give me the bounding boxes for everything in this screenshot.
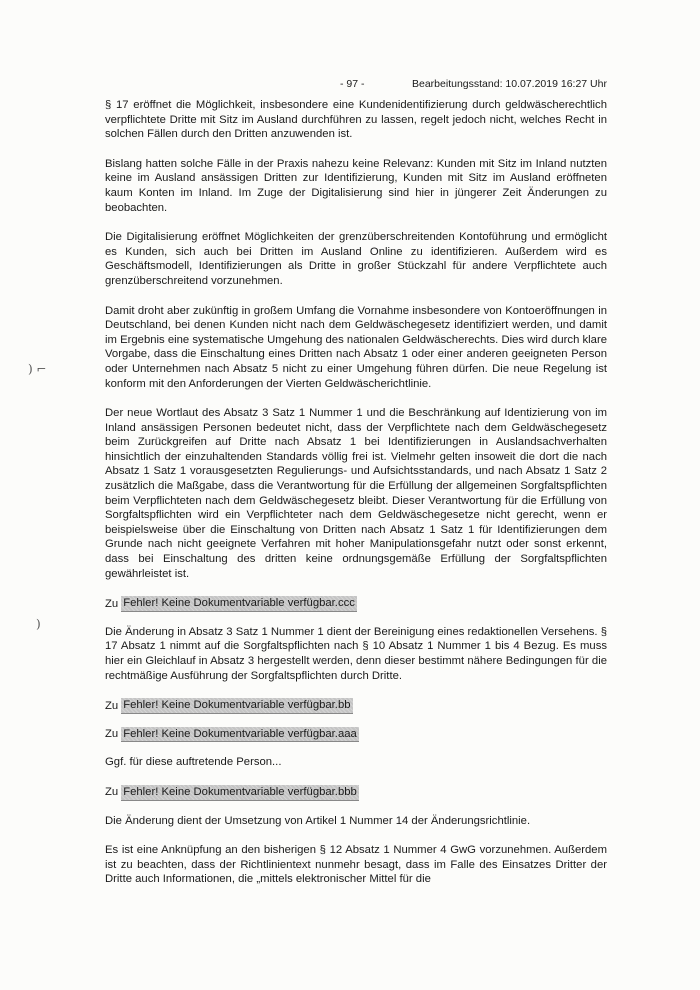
margin-mark-icon: ): [36, 617, 41, 631]
paragraph: Der neue Wortlaut des Absatz 3 Satz 1 Nummer 1 und die Beschränkung auf Identizierung von im Inland ansässigen Personen bedeutet nicht, dass der Verpflichtete nach dem Geldwäschegesetz beim Zurückgreifen auf Dritte nach Absatz 1 bei Identifizierungen in Auslandsachverhalten hinsichtlich der einzuhaltenden Standards völlig frei ist. Vielmehr gelten insoweit die dort die nach Absatz 1 Satz 1 vorausgesetzten Regulierungs- und Aufsichtsstandards, und nach Absatz 1 Satz 2 zusätzlich die Maßgabe, dass die Verantwortung für die Erfüllung der allgemeinen Sorgfaltspflichten beim Verpflichteten nach dem Geldwäschegesetz bleibt. Dieser Verantwortung für die Erfüllung von Sorgfaltspflichten wird ein Verpflichteter nach dem Geldwäschegesetze nicht gerecht, wenn er beispielsweise über die Einschaltung von Dritten nach Absatz 1 Satz 1 für Identifizierungen dem Grunde nach nicht geeignete Verfahren mit hoher Manipulationsgefahr nutzt oder sonst erkennt, dass bei Einschaltung des dritten keine ordnungsgemäße Erfüllung der Sorgfaltspflichten gewährleistet ist.: [105, 407, 607, 580]
heading-prefix: Zu: [105, 699, 119, 712]
paragraph: Ggf. für diese auftretende Person...: [105, 756, 282, 769]
heading-prefix: Zu: [105, 597, 119, 610]
document-variable-field[interactable]: Fehler! Keine Dokumentvariable verfügbar.bb: [121, 698, 352, 714]
heading-prefix: Zu: [105, 786, 119, 799]
paragraph: § 17 eröffnet die Möglichkeit, insbesondere eine Kundenidentifizierung durch geldwäscherechtlich verpflichtete Dritte mit Sitz im Ausland durchführen zu lassen, regelt jedoch nicht, welches Recht in solchen Fällen durch den Dritten anzuwenden ist.: [105, 99, 607, 141]
page-number: - 97 -: [340, 78, 365, 90]
section-heading: [105, 785, 607, 801]
heading-prefix: Zu: [105, 728, 119, 741]
edit-status: Bearbeitungsstand: 10.07.2019 16:27 Uhr: [412, 78, 607, 90]
section-heading: [105, 698, 607, 714]
document-variable-field[interactable]: Fehler! Keine Dokumentvariable verfügbar.aaa: [121, 727, 359, 743]
document-variable-field[interactable]: Fehler! Keine Dokumentvariable verfügbar.ccc: [121, 596, 357, 612]
paragraph: Die Änderung dient der Umsetzung von Artikel 1 Nummer 14 der Änderungsrichtlinie.: [105, 814, 531, 827]
paragraph: Die Digitalisierung eröffnet Möglichkeiten der grenzüberschreitenden Kontoführung und ermöglicht es Kunden, sich auch bei Dritten im Ausland Online zu identifizieren. Außerdem wird es Geschäftsmodell, Identifizierungen als Dritte in großer Stückzahl für andere Verpflichtete auch grenzüberschreitend vorzunehmen.: [105, 231, 607, 287]
section-heading: [105, 727, 607, 743]
section-heading: [105, 596, 607, 612]
paragraph: Die Änderung in Absatz 3 Satz 1 Nummer 1 dient der Bereinigung eines redaktionellen Versehens. § 17 Absatz 1 nimmt auf die Sorgfaltspflichten nach § 10 Absatz 1 Nummer 1 bis 4 Bezug. Es muss hier ein Gleichlauf in Absatz 3 hergestellt werden, denn dieser bestimmt nähere Bedingungen für die rechtmäßige Ausführung der Sorgfaltspflichten durch Dritte.: [105, 625, 607, 682]
paragraph: Bislang hatten solche Fälle in der Praxis nahezu keine Relevanz: Kunden mit Sitz im Inland nutzten keine im Ausland ansässigen Dritten zur Identifizierung, Kunden mit Sitz im Ausland eröffneten kaum Konten im Inland. Im Zuge der Digitalisierung sind hier in jüngerer Zeit Änderungen zu beobachten.: [105, 157, 607, 214]
page-header: [0, 78, 700, 94]
document-variable-field[interactable]: Fehler! Keine Dokumentvariable verfügbar.bbb: [121, 785, 359, 801]
margin-mark-icon: ) ⌐: [28, 362, 47, 376]
paragraph: Damit droht aber zukünftig in großem Umfang die Vornahme insbesondere von Kontoeröffnungen in Deutschland, bei denen Kunden nicht nach dem Geldwäschegesetz identifiziert werden, und damit im Ergebnis eine systematische Umgehung des nationalen Geldwäscherechts. Dies wird durch klare Vorgabe, dass die Einschaltung eines Dritten nach Absatz 1 oder einer anderen geeigneten Person oder Unternehmen nach Absatz 5 nicht zu einer Umgehung führen dürfen. Die neue Regelung ist konform mit den Anforderungen der Vierten Geldwäscherichtlinie.: [105, 304, 607, 390]
paragraph: Es ist eine Anknüpfung an den bisherigen § 12 Absatz 1 Nummer 4 GwG vorzunehmen. Außerdem ist zu beachten, dass der Richtlinientext nunmehr besagt, dass im Falle des Einsatzes Dritter der Dritte auch Informationen, die „mittels elektronischer Mittel für die: [105, 844, 607, 886]
document-body: [105, 98, 607, 887]
